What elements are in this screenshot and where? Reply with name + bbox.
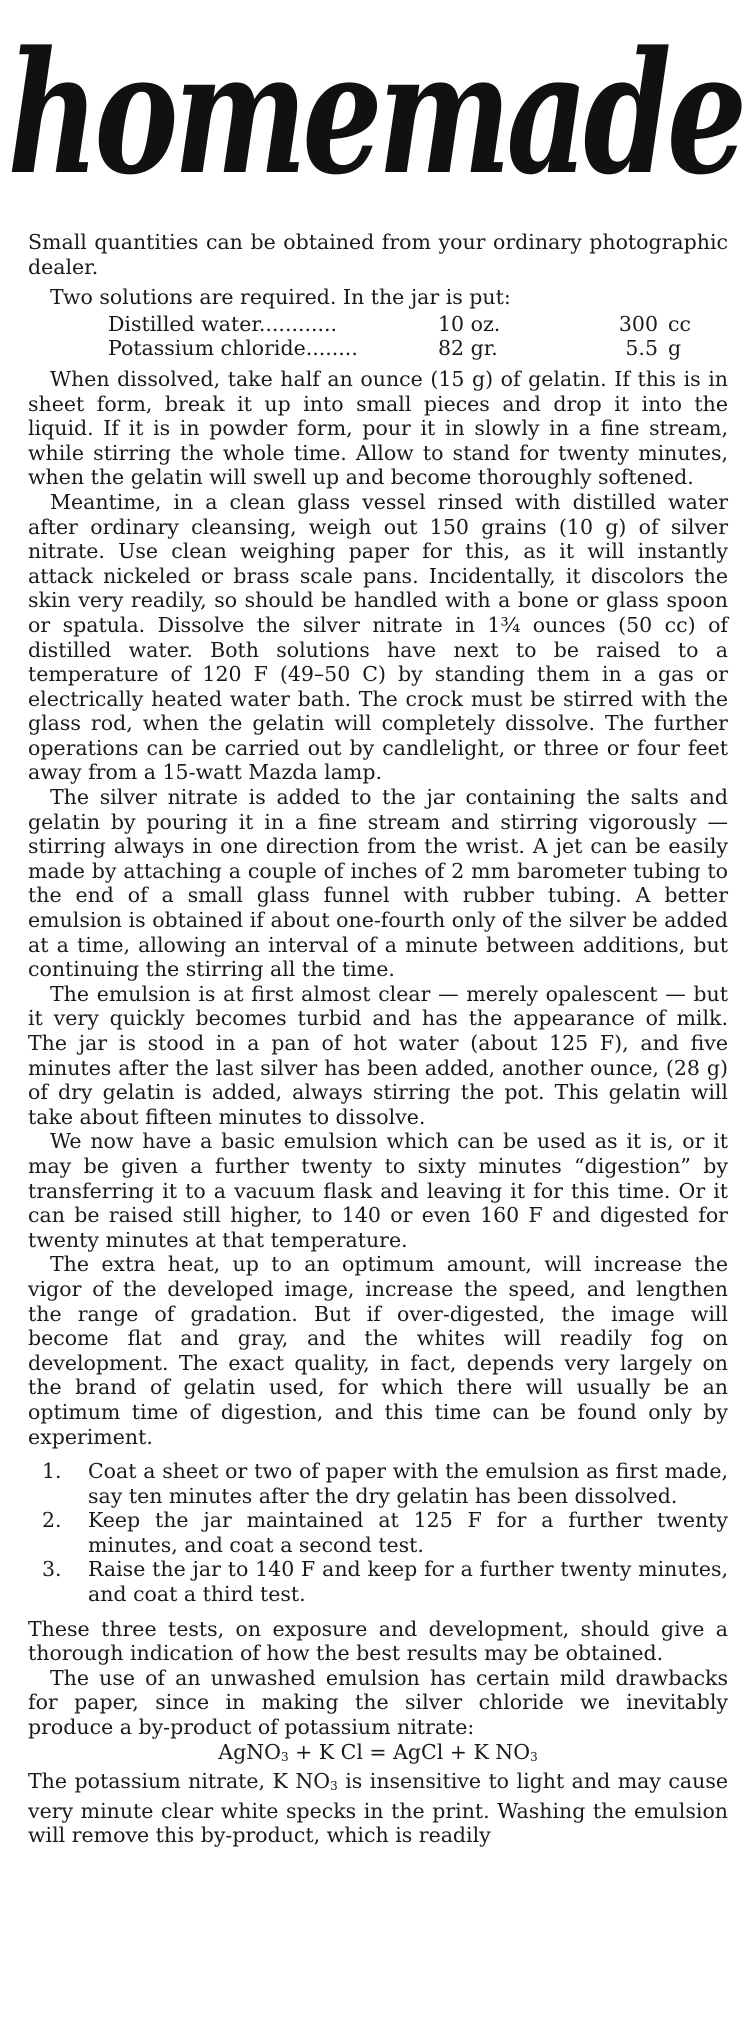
equation-subscript: 3: [530, 1749, 538, 1764]
paragraph: Meantime, in a clean glass vessel rinsed with distilled water after ordinary cleansing, weigh out 150 grains (10 g) of silver nitrate. Use clean weighing paper for this, as it will instantly attack nickeled or brass scale pans. Incidentally, it discolors the skin very readily, so should be handled with a bone or glass spoon or spatula. Dissolve the silver nitrate in 1¾ ounces (50 cc) of distilled water. Both solutions have next to be raised to a temperature of 120 F (49–50 C) by standing them in a gas or electrically heated water bath. The crock must be stirred with the glass rod, when the gelatin will completely dissolve. The further operations can be carried out by candlelight, or three or four feet away from a 15-watt Mazda lamp.: [28, 489, 728, 785]
ingredients-table: [108, 312, 718, 361]
step-text: Keep the jar maintained at 125 F for a further twenty minutes, and coat a second test.: [88, 1508, 728, 1557]
ingredient-qty-imperial: 10 oz.: [438, 311, 501, 336]
step-number: 3.: [42, 1557, 62, 1582]
equation-part: + K Cl = AgCl + K NO: [288, 1739, 531, 1764]
unwashed-paragraph: The use of an unwashed emulsion has certain mild drawbacks for paper, since in making the silver chloride we inevitably produce a by-product of potassium nitrate:: [28, 1665, 728, 1740]
final-subscript: 3: [330, 1779, 338, 1794]
step-number: 2.: [42, 1508, 62, 1533]
ingredient-unit: cc: [668, 311, 691, 336]
intro-paragraph: Small quantities can be obtained from your ordinary photographic dealer.: [28, 230, 728, 279]
ingredient-qty-metric: 5.5: [625, 336, 658, 361]
step-text: Coat a sheet or two of paper with the emulsion as first made, say ten minutes after the dry gelatin has been dissolved.: [88, 1459, 728, 1508]
paragraph: The emulsion is at first almost clear — merely opalescent — but it very quickly becomes turbid and has the appearance of milk. The jar is stood in a pan of hot water (about 125 F), and five minutes after the last silver has been added, another ounce, (28 g) of dry gelatin is added, always stirring the pot. This gelatin will take about fifteen minutes to dissolve.: [28, 981, 728, 1129]
step-text: Raise the jar to 140 F and keep for a further twenty minutes, and coat a third test.: [88, 1557, 728, 1607]
ingredient-qty-imperial: 82 gr.: [438, 336, 498, 361]
table-row: [108, 312, 718, 337]
ingredient-qty-metric: 300: [618, 311, 658, 336]
chemical-equation: [28, 1740, 728, 1770]
list-item: [28, 1508, 728, 1557]
article-body: [28, 230, 728, 1848]
paragraph: The extra heat, up to an optimum amount, will increase the vigor of the developed image, increase the speed, and lengthen the range of gradation. But if over-digested, the image will become flat and gray, and the whites will readily fog on development. The exact quality, in fact, depends very largely on the brand of gelatin used, for which there will usually be an optimum time of digestion, and this time can be found only by experiment.: [28, 1252, 728, 1449]
ingredient-name: Potassium chloride........: [108, 336, 358, 361]
table-row: [108, 336, 718, 361]
test-steps-list: [28, 1459, 728, 1607]
ingredient-name: Distilled water............: [108, 311, 338, 336]
page-title: homemade: [7, 14, 743, 210]
list-item: [28, 1459, 728, 1508]
final-text-end: is insensitive to light and may cause very minute clear white specks in the print. Washing the emulsion will remove this by-product, which is readily: [28, 1769, 728, 1848]
after-steps-paragraph: These three tests, on exposure and development, should give a thorough indication of how the best results may be obtained.: [28, 1616, 728, 1666]
final-text-start: The potassium nitrate, K NO: [28, 1769, 331, 1794]
paragraph: When dissolved, take half an ounce (15 g) of gelatin. If this is in sheet form, break it up into small pieces and drop it into the liquid. If it is in powder form, pour it in slowly in a fine stream, while stirring the whole time. Allow to stand for twenty minutes, when the gelatin will swell up and become thoroughly softened.: [28, 366, 728, 490]
equation-subscript: 3: [280, 1749, 289, 1764]
requirement-line: Two solutions are required. In the jar is put:: [50, 285, 511, 310]
step-number: 1.: [42, 1459, 62, 1484]
paragraph: The silver nitrate is added to the jar containing the salts and gelatin by pouring it in a fine stream and stirring vigorously — stirring always in one direction from the wrist. A jet can be easily made by attaching a couple of inches of 2 mm barometer tubing to the end of a small glass funnel with rubber tubing. A better emulsion is obtained if about one-fourth only of the silver be added at a time, allowing an interval of a minute between additions, but continuing the stirring all the time.: [28, 785, 728, 982]
ingredient-unit: g: [668, 336, 682, 361]
final-paragraph: [28, 1769, 728, 1848]
paragraph: We now have a basic emulsion which can be used as it is, or it may be given a further twenty to sixty minutes “digestion” by transferring it to a vacuum flask and leaving it for this time. Or it can be raised still higher, to 140 or even 160 F and digested for twenty minutes at that temperature.: [28, 1129, 728, 1252]
list-item: [28, 1557, 728, 1606]
equation-part: AgNO: [218, 1739, 281, 1764]
title-banner: [0, 0, 750, 210]
